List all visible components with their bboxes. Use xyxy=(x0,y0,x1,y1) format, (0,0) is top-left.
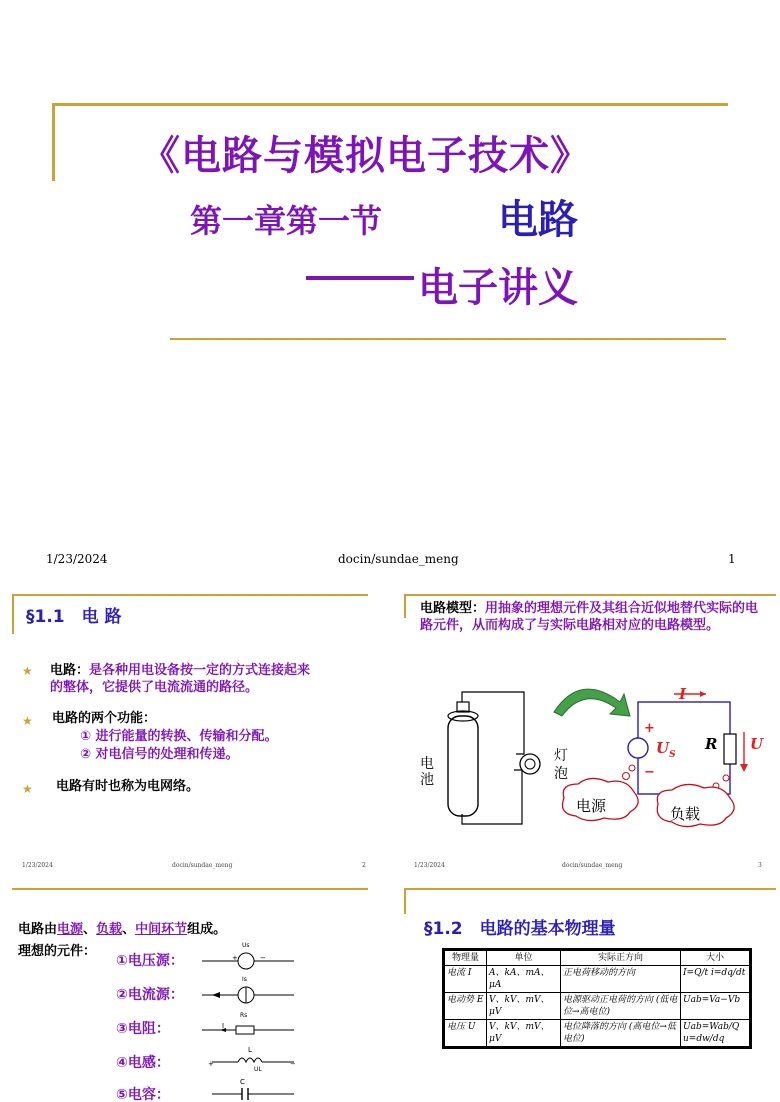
cloud-source-label: 电源 xyxy=(576,797,607,815)
composition-line: 电路由电源、负载、中间环节组成。 xyxy=(18,922,227,937)
arrow-icon xyxy=(554,689,630,716)
slide-physical-quantities xyxy=(404,886,776,1102)
gold-left-rule xyxy=(52,103,55,181)
course-title: 《电路与模拟电子技术》 xyxy=(140,133,591,179)
gold-rule xyxy=(404,888,776,890)
table-header-row xyxy=(445,951,750,966)
quantities-table xyxy=(444,950,750,1047)
battery-label-2: 池 xyxy=(420,772,434,788)
footer-date: 1/23/2024 xyxy=(46,552,108,566)
rs-label: Rs xyxy=(240,1012,248,1019)
c-label: C xyxy=(240,1078,245,1086)
resistor-icon xyxy=(724,734,736,764)
element-symbols xyxy=(198,940,318,1100)
col-header: 单位 xyxy=(487,951,561,966)
lamp-label-2: 泡 xyxy=(554,766,568,782)
inductor-plus: + xyxy=(208,1060,214,1068)
gold-rule xyxy=(12,888,368,890)
slide1-footer xyxy=(0,552,780,570)
slide-ideal-elements xyxy=(4,886,376,1102)
slide-circuit-model xyxy=(404,590,776,880)
resistor-symbol xyxy=(236,1026,254,1034)
mini-footer: 1/23/2024 docin/sundae_meng 2 xyxy=(22,862,366,869)
is-label: Is xyxy=(242,976,247,983)
element-resistor: ③电阻： xyxy=(116,1021,170,1037)
inductor-symbol xyxy=(238,1058,262,1062)
element-voltage-source: ①电压源： xyxy=(116,953,184,969)
load-voltage-label: U xyxy=(750,735,764,753)
voltage-source-symbol xyxy=(238,953,254,969)
star-bullet-icon: ★ xyxy=(22,664,33,678)
gold-vrule xyxy=(404,594,406,618)
gold-rule xyxy=(404,594,776,596)
star-bullet-icon: ★ xyxy=(22,782,33,796)
section-heading: §1.2 电路的基本物理量 xyxy=(424,919,616,939)
function-item-1: ① 进行能量的转换、传输和分配。 xyxy=(80,729,278,744)
voltage-source-icon xyxy=(628,738,648,758)
ideal-elements-label: 理想的元件： xyxy=(18,944,97,959)
table-row: 电动势 E V、kV、mV、μV 电源驱动正电荷的方向 (低电位→高电位) Uab=Va−Vb xyxy=(445,993,750,1020)
element-capacitor: ⑤电容： xyxy=(116,1087,170,1102)
section-title: 电路 xyxy=(498,197,578,243)
section-heading: §1.1 电 路 xyxy=(26,607,122,627)
gold-bottom-rule xyxy=(170,338,726,340)
vs-plus: + xyxy=(232,954,238,962)
dash-line xyxy=(306,276,414,280)
inductor-minus: − xyxy=(290,1060,296,1068)
vs-minus: − xyxy=(260,954,266,962)
function-item-2: ② 对电信号的处理和传递。 xyxy=(80,747,239,762)
bullet-circuit-definition: 电路：是各种用电设备按一定的方式连接起来 的整体，它提供了电流流通的路径。 xyxy=(50,663,311,695)
table-row: 电流 I A、kA、mA、μA 正电荷移动的方向 I=Q/t i=dq/dt xyxy=(445,966,750,993)
element-current-source: ②电流源： xyxy=(116,987,184,1003)
lamp-label-1: 灯 xyxy=(554,748,568,764)
col-header: 实际正方向 xyxy=(561,951,681,966)
resistor-label: R xyxy=(705,735,718,753)
battery-label-1: 电 xyxy=(420,756,434,772)
current-i-label: I xyxy=(222,1022,225,1030)
footer-page: 1 xyxy=(728,552,736,566)
ul-label: UL xyxy=(254,1066,262,1073)
cloud-load-label: 负载 xyxy=(670,805,701,823)
star-bullet-icon: ★ xyxy=(22,714,33,728)
gold-vrule xyxy=(12,594,14,634)
plus-sign: + xyxy=(644,721,655,736)
circuit-model-text: 电路模型：用抽象的理想元件及其组合近似地替代实际的电路元件，从而构成了与实际电路相对应的电路模型。 xyxy=(420,601,759,633)
lecture-notes-label: 电子讲义 xyxy=(418,265,578,311)
col-header: 物理量 xyxy=(445,951,487,966)
chapter-label: 第一章第一节 xyxy=(190,202,383,240)
minus-sign: − xyxy=(644,765,655,780)
gold-vrule xyxy=(404,888,406,914)
circuit-model-diagram xyxy=(404,672,776,852)
footer-source: docin/sundae_meng xyxy=(338,552,459,566)
source-voltage-label: $U_S$ xyxy=(656,739,676,760)
lamp-icon xyxy=(520,754,540,774)
table-row: 电压 U V、kV、mV、μV 电位降落的方向 (高电位→低电位) Uab=Wab/Q u=dw/dq xyxy=(445,1020,750,1047)
bullet-network-note: 电路有时也称为电网络。 xyxy=(56,779,200,794)
gold-rule xyxy=(12,594,368,596)
gold-top-rule xyxy=(52,103,728,106)
l-label: L xyxy=(248,1046,252,1054)
bullet-functions-title: 电路的两个功能： xyxy=(52,711,157,726)
element-inductor: ④电感： xyxy=(116,1055,170,1071)
slide-circuit-definition xyxy=(4,590,376,880)
title-slide xyxy=(0,0,780,545)
col-header: 大小 xyxy=(681,951,750,966)
us-label: Us xyxy=(242,942,250,949)
current-label: I xyxy=(679,685,687,703)
battery-icon xyxy=(448,716,478,816)
mini-footer: 1/23/2024 docin/sundae_meng 3 xyxy=(414,862,762,869)
